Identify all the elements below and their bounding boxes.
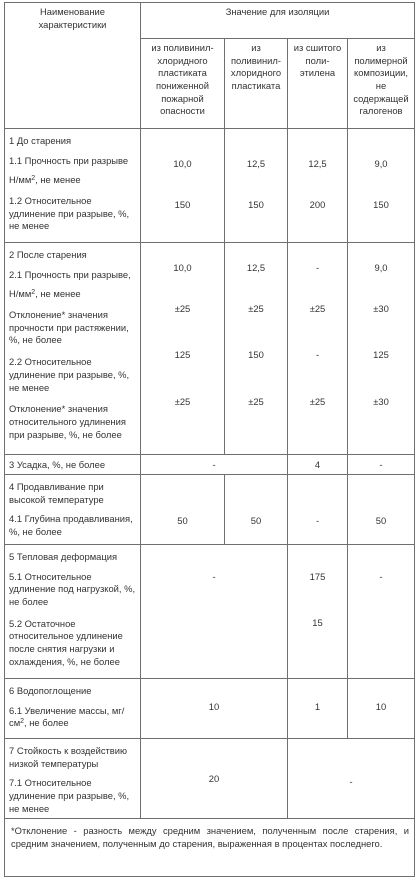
table-row <box>5 455 415 475</box>
s6-title: 6 Водопоглощение <box>9 685 92 696</box>
s1-vals-pvc-lowfire: 10,0 150 <box>141 129 225 243</box>
s2-vals-pvc: 12,5 ±25 150 ±25 <box>225 243 288 455</box>
s1-vals-xlpe: 12,5 200 <box>288 129 348 243</box>
header-col-xlpe-cell <box>288 39 348 129</box>
s3-val-pvc: - <box>141 455 288 475</box>
r1-2-label: 1.2 Относительное удлинение при разрыве, %, не менее <box>9 195 130 232</box>
r5-1-label: 5.1 Относительное удлинение под нагрузкой, %, не более <box>9 570 136 608</box>
s5-val-halogen-free: - <box>348 545 415 679</box>
table-row <box>5 129 415 243</box>
s1-title: 1 До старения <box>9 135 72 146</box>
table-row <box>5 243 415 455</box>
header-col-pvc-cell <box>225 39 288 129</box>
r4-1-label: 4.1 Глубина продавливания, %, не более <box>9 513 133 538</box>
s4-labels <box>5 475 141 545</box>
header-group: Значение для изоляции <box>225 6 330 17</box>
s2-vals-pvc-lowfire: 10,0 ±25 125 ±25 <box>141 243 225 455</box>
r1-1-label: 1.1 Прочность при разрыве <box>9 154 129 166</box>
header-col-halogen-free-cell <box>348 39 415 129</box>
s2-vals-halogen-free: 9,0 ±30 125 ±30 <box>348 243 415 455</box>
s3-val-xlpe: 4 <box>288 455 348 475</box>
s2-labels <box>5 243 141 455</box>
s7-title: 7 Стойкость к воздействию низкой температуры <box>9 745 128 769</box>
s6-val-pvc: 10 <box>141 679 288 739</box>
table-row <box>5 819 415 877</box>
header-col-pvc-lowfire-cell <box>141 39 225 129</box>
header-name-cell <box>5 3 141 129</box>
r2-2-label: 2.2 Относительное удлинение при разрыве, %, не менее <box>9 356 130 393</box>
s2-vals-xlpe: - ±25 - ±25 <box>288 243 348 455</box>
s3-label-cell <box>5 455 141 475</box>
header-col-xlpe: из сшитого поли-этилена <box>293 42 342 79</box>
r2-1-label: 2.1 Прочность при разрыве, <box>9 268 131 280</box>
s4-title: 4 Продавливание при высокой температуре <box>9 481 104 505</box>
s6-labels <box>5 679 141 739</box>
d2-label: Отклонение* значения относительного удлинения при разрыве, %, не более <box>9 403 126 440</box>
table-row <box>5 475 415 545</box>
s7-labels <box>5 739 141 819</box>
s1-vals-pvc: 12,5 150 <box>225 129 288 243</box>
s3-label: 3 Усадка, %, не более <box>9 459 106 470</box>
footnote: *Отклонение - разность между средним значением, полученным после старения, и средним значением, полученным до старения, выраженная в процентах последнего. <box>11 825 410 849</box>
header-col-halogen-free: из полимерной композиции, не содержащей галогенов <box>353 42 409 117</box>
table-row <box>5 679 415 739</box>
header-group-cell <box>141 3 415 39</box>
footnote-cell <box>5 819 415 877</box>
s4-val-halogen-free: 50 <box>348 475 415 545</box>
r1-1-unit: $Н/мм^2$, не менее <box>9 174 81 186</box>
s6-val-halogen-free: 10 <box>348 679 415 739</box>
s4-val-pvc-lowfire: 50 <box>141 475 225 545</box>
r5-2-label: 5.2 Остаточное относительное удлинение после снятия нагрузки и охлаждения, %, не более <box>9 617 123 667</box>
s1-labels <box>5 129 141 243</box>
s7-val-pvc: 20 <box>141 739 288 819</box>
r2-1-unit: $Н/мм^2$, не менее <box>9 288 81 300</box>
d1-label: Отклонение* значения прочности при растяжении, %, не более <box>9 309 129 346</box>
table-row <box>5 545 415 679</box>
header-col-pvc: из поливинил-хлоридного пластиката <box>230 42 282 92</box>
r7-1-label: 7.1 Относительное удлинение при разрыве, %, не менее <box>9 777 130 814</box>
s3-val-halogen-free: - <box>348 455 415 475</box>
table-row <box>5 739 415 819</box>
s1-vals-halogen-free: 9,0 150 <box>348 129 415 243</box>
header-col-name: Наименование характеристики <box>38 6 107 30</box>
s4-val-pvc: 50 <box>225 475 288 545</box>
s2-title: 2 После старения <box>9 249 87 260</box>
s5-val-pvc: - <box>141 545 288 679</box>
s5-vals-xlpe: 175 15 <box>288 545 348 679</box>
characteristics-table <box>4 2 415 877</box>
r6-1-label: 6.1 Увеличение массы, $мг/см^2$, не более <box>9 704 125 729</box>
s5-labels <box>5 545 141 679</box>
s7-val-other: - <box>288 739 415 819</box>
s5-title: 5 Тепловая деформация <box>9 551 118 562</box>
s6-val-xlpe: 1 <box>288 679 348 739</box>
header-col-pvc-lowfire: из поливинил-хлоридного пластиката пониженной пожарной опасности <box>151 42 214 117</box>
s4-val-xlpe: - <box>288 475 348 545</box>
